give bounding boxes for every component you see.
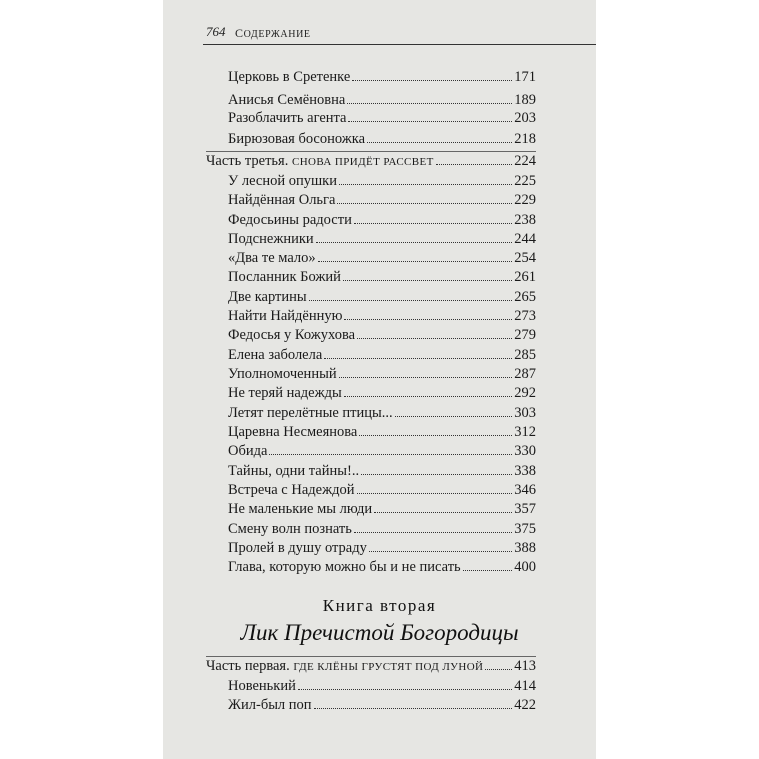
toc-entry[interactable]: Обида 330 bbox=[228, 442, 536, 459]
toc-entry[interactable]: Уполномоченный 287 bbox=[228, 365, 536, 382]
toc-part-entry[interactable]: Часть третья. СНОВА ПРИДЁТ РАССВЕТ 224 bbox=[206, 152, 536, 169]
toc-entry[interactable]: Федосьины радости 238 bbox=[228, 211, 536, 228]
toc-entry[interactable]: Тайны, одни тайны!.. 338 bbox=[228, 462, 536, 479]
book-label: Книга вторая bbox=[322, 596, 437, 615]
toc-entry[interactable]: Новенький 414 bbox=[228, 677, 536, 694]
book-title: Лик Пречистой Богородицы bbox=[240, 620, 519, 645]
toc-entry[interactable]: Две картины 265 bbox=[228, 288, 536, 305]
toc-entry[interactable]: Церковь в Сретенке 171 bbox=[228, 68, 536, 85]
toc-entry[interactable]: Бирюзовая босоножка 218 bbox=[228, 130, 536, 147]
toc-entry[interactable]: Федосья у Кожухова 279 bbox=[228, 326, 536, 343]
toc-entry[interactable]: Не маленькие мы люди 357 bbox=[228, 500, 536, 517]
book-page bbox=[163, 0, 596, 759]
toc-entry[interactable]: Встреча с Надеждой 346 bbox=[228, 481, 536, 498]
toc-entry[interactable]: Найдённая Ольга 229 bbox=[228, 191, 536, 208]
header-rule bbox=[203, 44, 596, 45]
toc-entry[interactable]: Найти Найдённую 273 bbox=[228, 307, 536, 324]
toc-entry[interactable]: Разоблачить агента 203 bbox=[228, 109, 536, 126]
toc-entry[interactable]: Посланник Божий 261 bbox=[228, 268, 536, 285]
toc-entry[interactable]: Царевна Несмеянова 312 bbox=[228, 423, 536, 440]
toc-entry[interactable]: Подснежники 244 bbox=[228, 230, 536, 247]
section-title: СОДЕРЖАНИЕ bbox=[235, 26, 311, 40]
toc-entry[interactable]: Смену волн познать 375 bbox=[228, 520, 536, 537]
toc-entry[interactable]: Не теряй надежды 292 bbox=[228, 384, 536, 401]
running-header bbox=[163, 0, 596, 45]
toc-entry[interactable]: У лесной опушки 225 bbox=[228, 172, 536, 189]
toc-entry[interactable]: Глава, которую можно бы и не писать 400 bbox=[228, 558, 536, 575]
toc-part-entry[interactable]: Часть первая. ГДЕ КЛЁНЫ ГРУСТЯТ ПОД ЛУНОЙ 413 bbox=[206, 657, 536, 674]
toc-entry[interactable]: Пролей в душу отраду 388 bbox=[228, 539, 536, 556]
toc-entry[interactable]: Летят перелётные птицы... 303 bbox=[228, 404, 536, 421]
toc-entry[interactable]: Елена заболела 285 bbox=[228, 346, 536, 363]
toc-entry[interactable]: «Два те мало» 254 bbox=[228, 249, 536, 266]
toc-entry[interactable]: Жил-был поп 422 bbox=[228, 696, 536, 713]
toc-entry[interactable]: Анисья Семёновна 189 bbox=[228, 91, 536, 108]
page-number: 764 bbox=[206, 24, 226, 39]
